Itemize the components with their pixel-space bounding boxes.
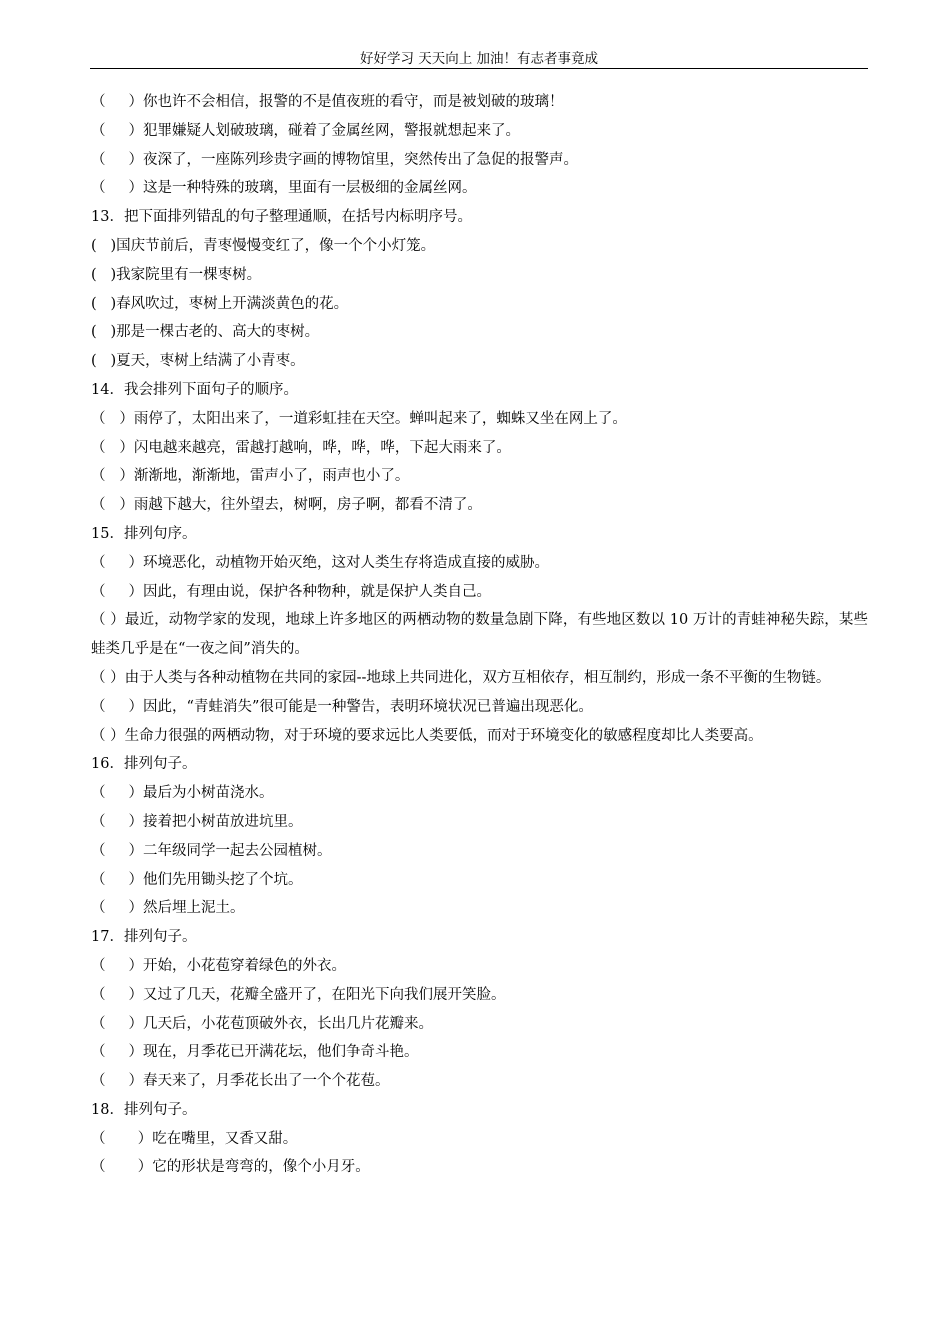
sentence-line: （ ）现在，月季花已开满花坛，他们争奇斗艳。 bbox=[91, 1044, 419, 1061]
sentence-line: （ ）几天后，小花苞顶破外衣，长出几片花瓣来。 bbox=[91, 1015, 434, 1032]
sentence-line: （ ）因此，有理由说，保护各种物种，就是保护人类自己。 bbox=[91, 583, 492, 600]
sentence-line: （ ）然后埋上泥土。 bbox=[91, 900, 245, 917]
sentence-line: ( )春风吹过，枣树上开满淡黄色的花。 bbox=[91, 295, 349, 312]
sentence-line: （ ）雨停了，太阳出来了，一道彩虹挂在天空。蝉叫起来了，蜘蛛又坐在网上了。 bbox=[91, 410, 627, 427]
sentence-line: ( )那是一棵古老的、高大的枣树。 bbox=[91, 324, 320, 341]
sentence-line: （ ）二年级同学一起去公园植树。 bbox=[91, 842, 332, 859]
sentence-line: （ ）最后为小树苗浇水。 bbox=[91, 785, 274, 802]
sentence-line: （ ）渐渐地，渐渐地，雷声小了，雨声也小了。 bbox=[91, 468, 410, 485]
question-heading: 14．我会排列下面句子的顺序。 bbox=[91, 381, 298, 398]
sentence-line: （ ）你也许不会相信，报警的不是值夜班的看守，而是被划破的玻璃！ bbox=[91, 94, 564, 110]
sentence-line: （ ）闪电越来越亮，雷越打越响，哗，哗，哗，下起大雨来了。 bbox=[91, 439, 511, 456]
question-heading: 17．排列句子。 bbox=[91, 929, 197, 946]
sentence-line: （ ）它的形状是弯弯的，像个小月牙。 bbox=[91, 1159, 370, 1176]
sentence-line: ( )国庆节前后，青枣慢慢变红了，像一个个小灯笼。 bbox=[91, 237, 436, 254]
sentence-line: （ ）夜深了，一座陈列珍贵字画的博物馆里，突然传出了急促的报警声。 bbox=[91, 151, 579, 168]
question-heading: 16．排列句子。 bbox=[91, 756, 197, 773]
sentence-line: ( )我家院里有一棵枣树。 bbox=[91, 266, 262, 283]
sentence-line: （ ）最近，动物学家的发现，地球上许多地区的两栖动物的数量急剧下降，有些地区数以 10 万计的青蛙神秘失踪，某些蛙类几乎是在“一夜之间”消失的。 bbox=[91, 612, 868, 658]
question-heading: 15．排列句序。 bbox=[91, 525, 197, 542]
sentence-line: （ ）犯罪嫌疑人划破玻璃，碰着了金属丝网，警报就想起来了。 bbox=[91, 122, 521, 139]
page-header: 好好学习 天天向上 加油！有志者事竟成 bbox=[359, 51, 599, 67]
sentence-line: （ ）开始，小花苞穿着绿色的外衣。 bbox=[91, 957, 347, 974]
sentence-line: （ ）环境恶化，动植物开始灭绝，这对人类生存将造成直接的威胁。 bbox=[91, 554, 550, 571]
question-heading: 13．把下面排列错乱的句子整理通顺，在括号内标明序号。 bbox=[91, 209, 472, 226]
header-divider bbox=[90, 68, 868, 69]
sentence-line: （ ）这是一种特殊的玻璃，里面有一层极细的金属丝网。 bbox=[91, 180, 477, 197]
sentence-line: （ ）他们先用锄头挖了个坑。 bbox=[91, 871, 303, 888]
sentence-line: （ ）雨越下越大，往外望去，树啊，房子啊，都看不清了。 bbox=[91, 497, 482, 514]
sentence-line: （ ）吃在嘴里，又香又甜。 bbox=[91, 1130, 298, 1147]
document-body bbox=[91, 88, 868, 1182]
question-heading: 18．排列句子。 bbox=[91, 1101, 197, 1118]
sentence-line: （ ）由于人类与各种动植物在共同的家园--地球上共同进化，双方互相依存，相互制约，形成一条不平衡的生物链。 bbox=[91, 669, 831, 686]
sentence-line: ( )夏天，枣树上结满了小青枣。 bbox=[91, 353, 305, 370]
sentence-line: （ ）又过了几天，花瓣全盛开了，在阳光下向我们展开笑脸。 bbox=[91, 986, 506, 1003]
sentence-line: （ ）接着把小树苗放进坑里。 bbox=[91, 813, 303, 830]
sentence-line: （ ）春天来了，月季花长出了一个个花苞。 bbox=[91, 1073, 390, 1090]
sentence-line: （ ）生命力很强的两栖动物，对于环境的要求远比人类要低，而对于环境变化的敏感程度却比人类要高。 bbox=[91, 727, 763, 744]
sentence-line: （ ）因此，“青蛙消失”很可能是一种警告，表明环境状况已普遍出现恶化。 bbox=[91, 698, 593, 715]
